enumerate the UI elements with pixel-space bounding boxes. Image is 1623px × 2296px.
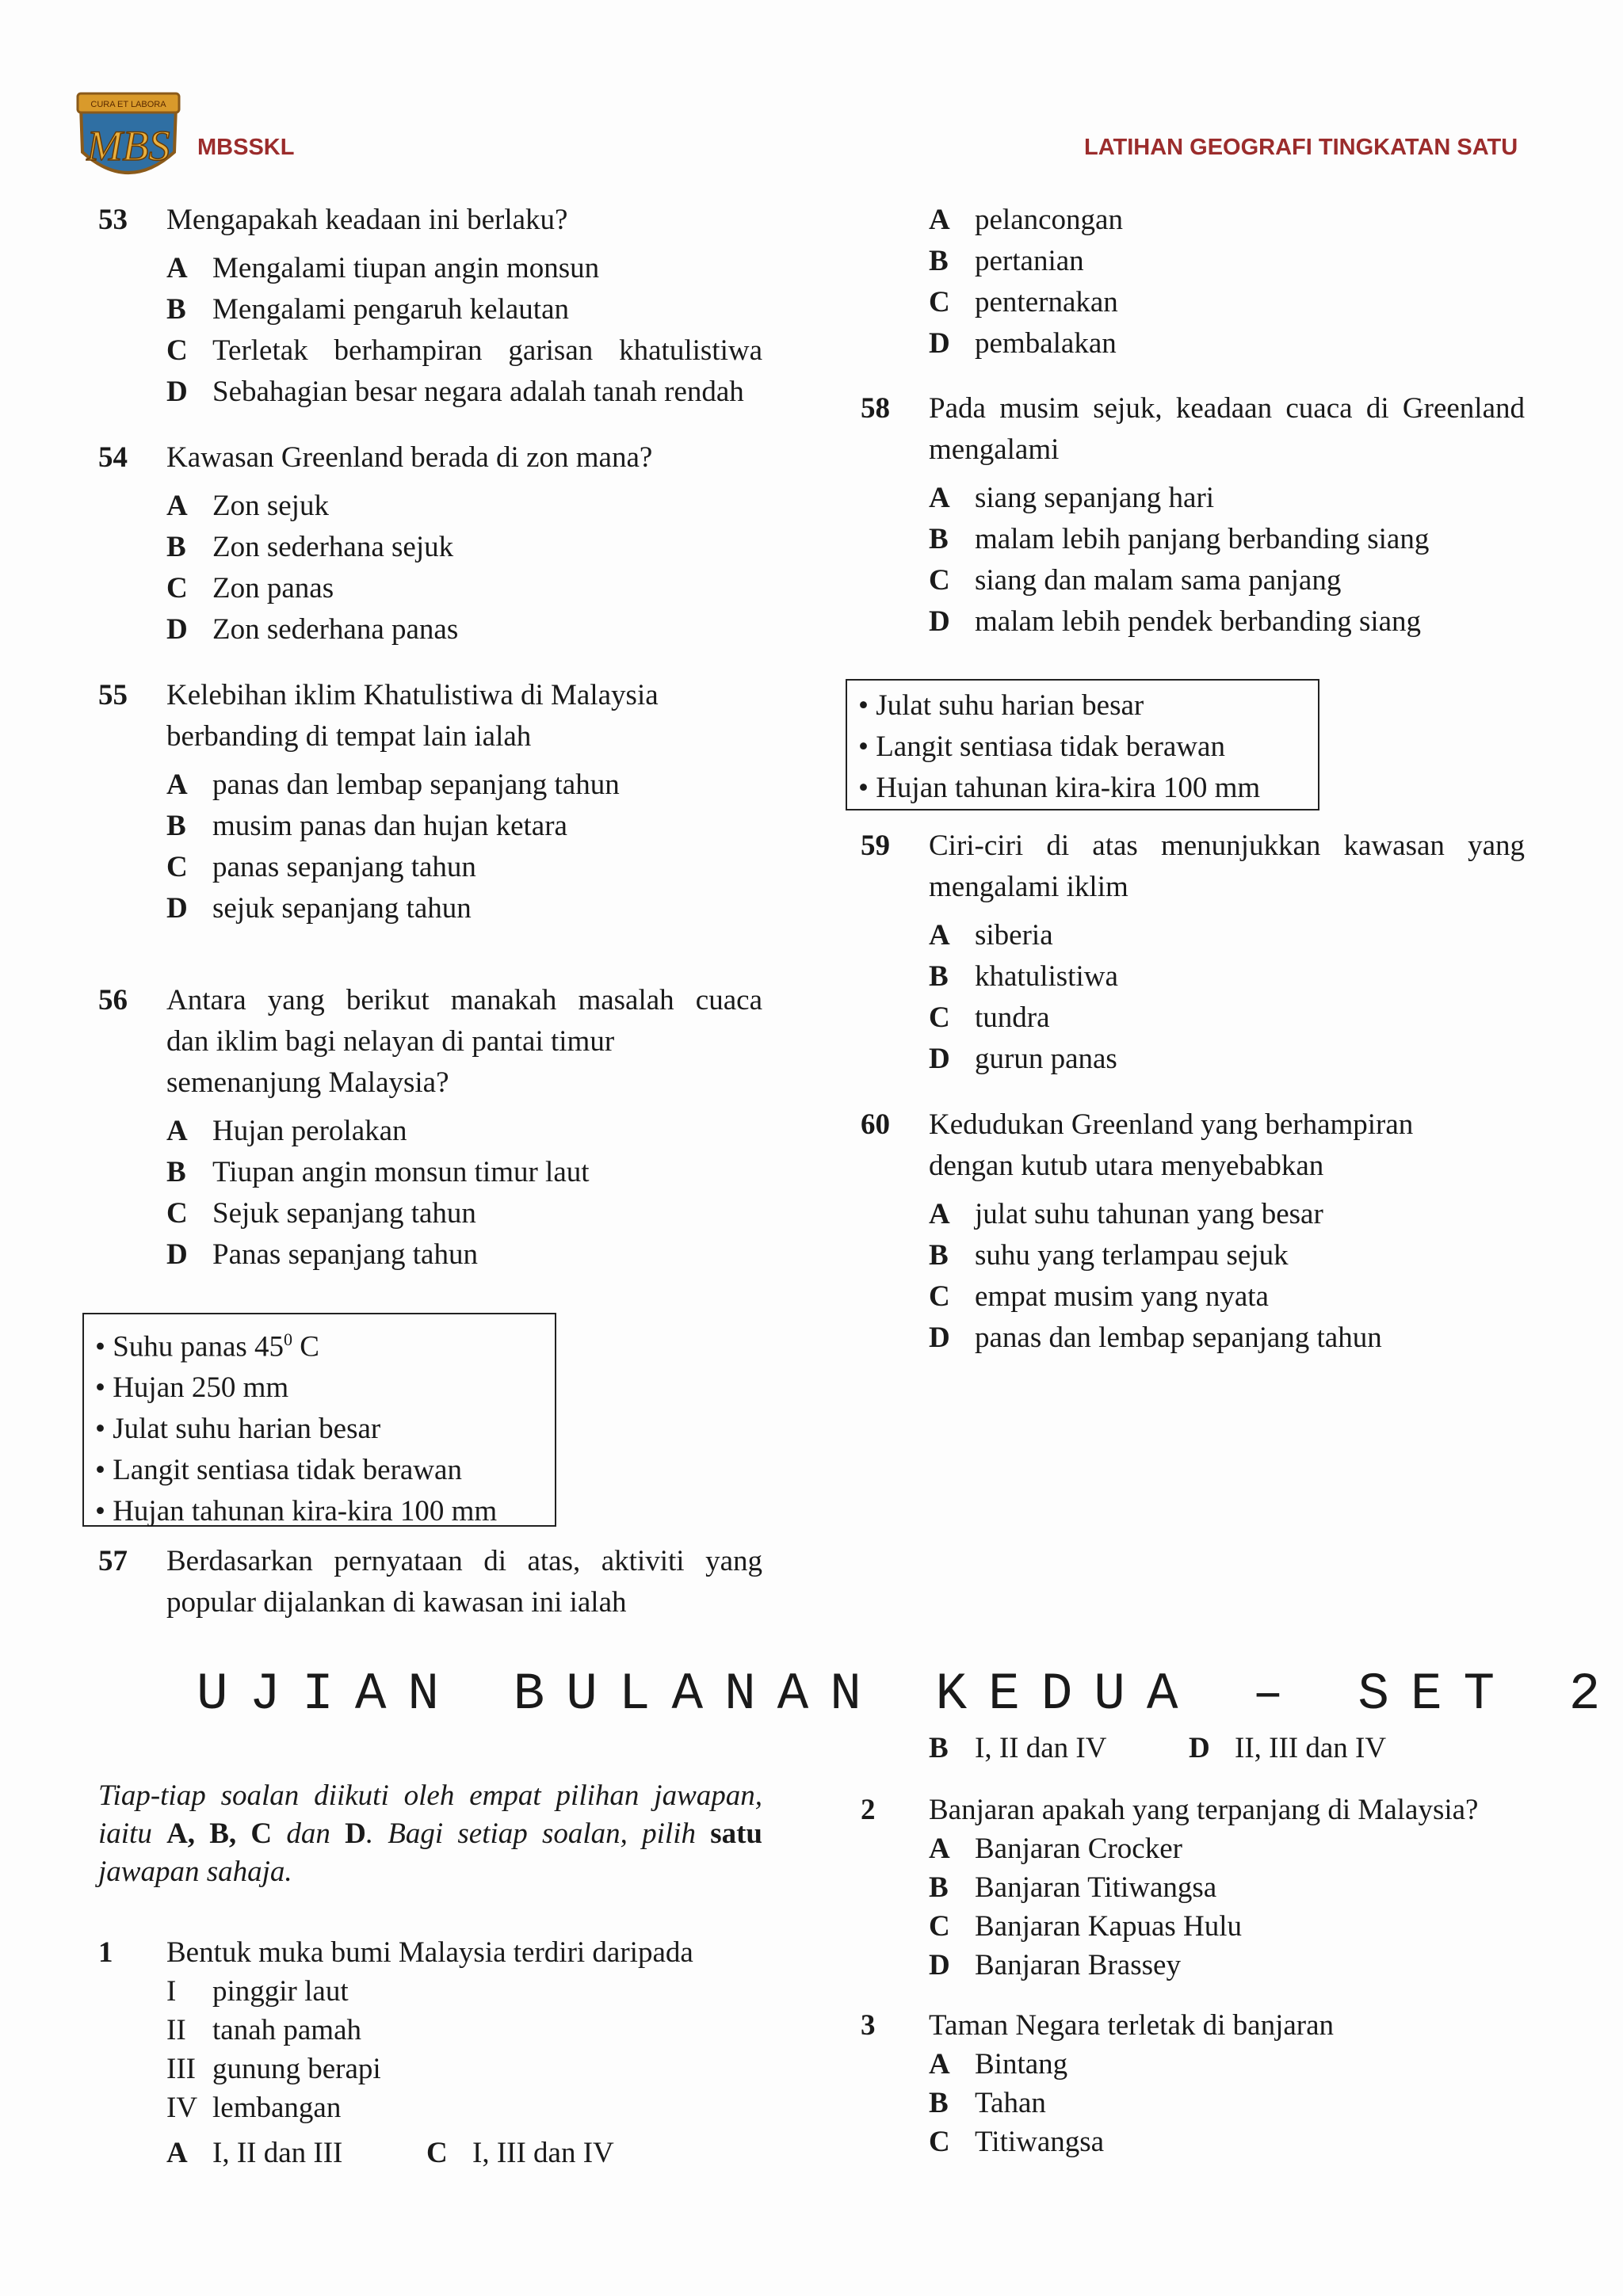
option-b: B khatulistiwa	[929, 960, 1118, 993]
question-number: 53	[98, 204, 128, 236]
question-text: Pada musim sejuk, keadaan cuaca di Greenland	[929, 392, 1525, 425]
question-number: 56	[98, 984, 128, 1016]
question-text: Ciri-ciri di atas menunjukkan kawasan yang	[929, 830, 1525, 862]
option-a: A Bintang	[929, 2048, 1068, 2081]
instructions-line: iaitu A, B, C dan D. Bagi setiap soalan, pilih satu	[98, 1817, 763, 1850]
question-number: 1	[98, 1936, 113, 1969]
statement-iii: III gunung berapi	[166, 2053, 381, 2085]
question-text: Banjaran apakah yang terpanjang di Malaysia?	[929, 1794, 1479, 1826]
header-left-label: MBSSKL	[197, 135, 295, 160]
question-text: Kawasan Greenland berada di zon mana?	[166, 441, 653, 474]
question-number: 57	[98, 1545, 128, 1577]
stimulus-line: • Hujan 250 mm	[95, 1371, 289, 1405]
option-d: D Panas sepanjang tahun	[166, 1238, 478, 1271]
option-c: C Terletak berhampiran garisan khatulistiwa	[166, 334, 762, 367]
option-d: D II, III dan IV	[1189, 1732, 1387, 1764]
option-a: A Zon sejuk	[166, 490, 329, 522]
option-d: D Banjaran Brassey	[929, 1949, 1181, 1981]
question-text: dan iklim bagi nelayan di pantai timur	[166, 1025, 615, 1058]
option-d: D Zon sederhana panas	[166, 613, 459, 646]
option-d: D sejuk sepanjang tahun	[166, 892, 472, 925]
question-text: mengalami	[929, 433, 1060, 466]
question-text: Taman Negara terletak di banjaran	[929, 2009, 1335, 2042]
svg-text:CURA ET LABORA: CURA ET LABORA	[90, 100, 166, 109]
school-logo	[73, 89, 184, 192]
option-d: D panas dan lembap sepanjang tahun	[929, 1322, 1382, 1354]
option-c: C Sejuk sepanjang tahun	[166, 1197, 476, 1230]
option-c: C Titiwangsa	[929, 2126, 1105, 2158]
option-c: C Banjaran Kapuas Hulu	[929, 1910, 1243, 1943]
stimulus-line: • Hujan tahunan kira-kira 100 mm	[95, 1495, 498, 1528]
option-b: B Mengalami pengaruh kelautan	[166, 293, 569, 326]
option-a: A Mengalami tiupan angin monsun	[166, 252, 600, 284]
option-b: B I, II dan IV	[929, 1732, 1107, 1764]
question-text: Bentuk muka bumi Malaysia terdiri daripada	[166, 1936, 693, 1969]
option-b: B musim panas dan hujan ketara	[166, 810, 567, 842]
option-b: B Tiupan angin monsun timur laut	[166, 1156, 590, 1188]
option-d: D malam lebih pendek berbanding siang	[929, 605, 1422, 638]
option-a: A siberia	[929, 919, 1053, 952]
option-b: B suhu yang terlampau sejuk	[929, 1239, 1289, 1272]
option-b: B malam lebih panjang berbanding siang	[929, 523, 1430, 555]
stimulus-box-1	[82, 1313, 556, 1527]
stimulus-line: • Julat suhu harian besar	[95, 1413, 381, 1446]
option-d: D gurun panas	[929, 1043, 1117, 1075]
question-text: Kedudukan Greenland yang berhampiran	[929, 1108, 1414, 1141]
option-c: C empat musim yang nyata	[929, 1280, 1269, 1313]
question-text: Mengapakah keadaan ini berlaku?	[166, 204, 568, 236]
option-b: B Tahan	[929, 2087, 1046, 2119]
option-c: C tundra	[929, 1001, 1050, 1034]
option-c: C siang dan malam sama panjang	[929, 564, 1342, 597]
option-a: A siang sepanjang hari	[929, 482, 1215, 514]
option-a: A I, II dan III	[166, 2137, 343, 2169]
question-text: dengan kutub utara menyebabkan	[929, 1150, 1324, 1182]
question-number: 59	[861, 830, 890, 862]
option-a: A panas dan lembap sepanjang tahun	[166, 769, 620, 801]
stimulus-line: • Julat suhu harian besar	[858, 689, 1144, 722]
statement-ii: II tanah pamah	[166, 2014, 361, 2046]
header-right-label: LATIHAN GEOGRAFI TINGKATAN SATU	[1084, 135, 1518, 160]
option-b: B Zon sederhana sejuk	[166, 531, 454, 563]
option-d: D Sebahagian besar negara adalah tanah rendah	[166, 376, 744, 408]
question-text: Berdasarkan pernyataan di atas, aktiviti yang	[166, 1545, 762, 1577]
option-b: B pertanian	[929, 245, 1084, 277]
stimulus-box-2	[846, 679, 1319, 810]
option-c: C penternakan	[929, 286, 1118, 318]
svg-text:MBS: MBS	[86, 122, 170, 170]
instructions-line: Tiap-tiap soalan diikuti oleh empat pilihan jawapan,	[98, 1779, 762, 1812]
option-c: C panas sepanjang tahun	[166, 851, 476, 883]
section-title: UJIAN BULANAN KEDUA – SET 2	[197, 1665, 1622, 1724]
stimulus-line: • Suhu panas $45^0$ C	[95, 1329, 319, 1363]
option-a: A Hujan perolakan	[166, 1115, 407, 1147]
question-text: Kelebihan iklim Khatulistiwa di Malaysia	[166, 679, 659, 711]
instructions-line: jawapan sahaja.	[98, 1855, 292, 1888]
option-d: D pembalakan	[929, 327, 1117, 360]
question-text: popular dijalankan di kawasan ini ialah	[166, 1586, 627, 1619]
stimulus-line: • Langit sentiasa tidak berawan	[858, 730, 1225, 763]
statement-iv: IV lembangan	[166, 2092, 342, 2124]
statement-i: I pinggir laut	[166, 1975, 349, 2008]
question-text: berbanding di tempat lain ialah	[166, 720, 532, 753]
question-number: 58	[861, 392, 890, 425]
option-b: B Banjaran Titiwangsa	[929, 1871, 1217, 1904]
option-c: C Zon panas	[166, 572, 334, 605]
question-text: mengalami iklim	[929, 871, 1128, 903]
stimulus-line: • Langit sentiasa tidak berawan	[95, 1454, 462, 1487]
question-number: 55	[98, 679, 128, 711]
option-c: C I, III dan IV	[426, 2137, 614, 2169]
option-a: A pelancongan	[929, 204, 1123, 236]
stimulus-line: • Hujan tahunan kira-kira 100 mm	[858, 772, 1261, 804]
option-a: A julat suhu tahunan yang besar	[929, 1198, 1323, 1230]
question-text: Antara yang berikut manakah masalah cuaca	[166, 984, 762, 1016]
question-number: 3	[861, 2009, 876, 2042]
option-a: A Banjaran Crocker	[929, 1833, 1182, 1865]
question-text: semenanjung Malaysia?	[166, 1066, 449, 1099]
question-number: 54	[98, 441, 128, 474]
question-number: 2	[861, 1794, 876, 1826]
question-number: 60	[861, 1108, 890, 1141]
